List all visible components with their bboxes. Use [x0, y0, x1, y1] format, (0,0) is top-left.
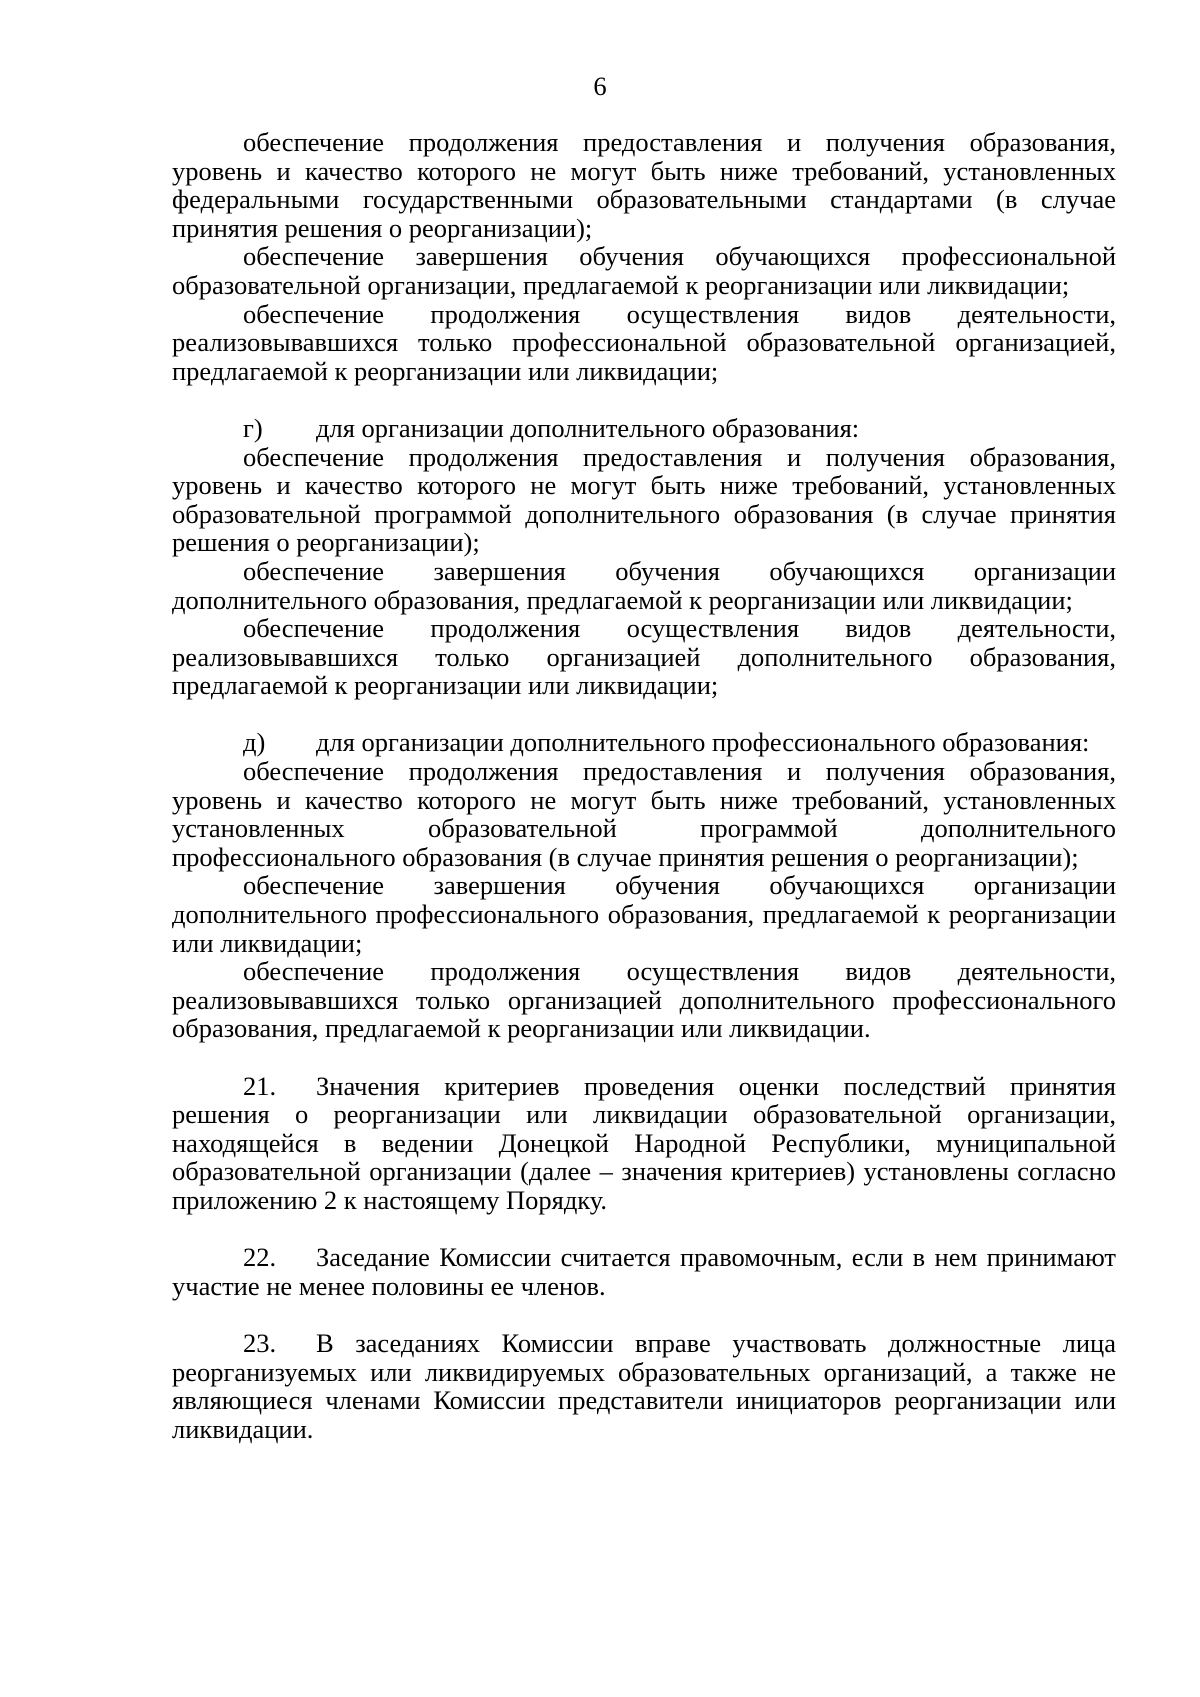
- paragraph-text: для организации дополнительного профессионального образования:: [316, 727, 1090, 758]
- paragraph-text: Значения критериев проведения оценки последствий принятия решения о реорганизации или ликвидации образовательной организации, находящейся в ведении Донецкой Народной Республики, муниципальной образовательной организации (далее – значения критериев) установлены согласно приложению 2 к настоящему Порядку.: [172, 1070, 1116, 1215]
- page-number: 6: [593, 71, 607, 101]
- clause-number: 22.: [243, 1242, 277, 1273]
- paragraph-text: обеспечение продолжения осуществления видов деятельности, реализовывавшихся только организацией дополнительного образования, предлагаемой к реорганизации или ликвидации;: [172, 613, 1116, 701]
- paragraph: [172, 871, 1116, 957]
- paragraph: [172, 300, 1116, 386]
- paragraph-text: обеспечение завершения обучения обучающихся профессиональной образовательной организации, предлагаемой к реорганизации или ликвидации;: [172, 241, 1116, 300]
- paragraph-text: обеспечение продолжения предоставления и получения образования, уровень и качество которого не могут быть ниже требований, установленных установленных образовательной программой дополнительного профессионального образования (в случае принятия решения о реорганизации);: [172, 756, 1116, 872]
- paragraph-text: В заседаниях Комиссии вправе участвовать должностные лица реорганизуемых или ликвидируемых образовательных организаций, а также не являющиеся членами Комиссии представители инициаторов реорганизации или ликвидации.: [172, 1327, 1116, 1444]
- list-marker: д): [243, 727, 266, 758]
- paragraph-text: обеспечение завершения обучения обучающихся организации дополнительного образования, предлагаемой к реорганизации или ликвидации;: [172, 555, 1116, 615]
- clause-number: 23.: [243, 1327, 277, 1358]
- list-marker: г): [243, 412, 263, 443]
- numbered-clause: [172, 1072, 1116, 1215]
- paragraph-text: обеспечение продолжения осуществления видов деятельности, реализовывавшихся только организацией дополнительного профессионального образования, предлагаемой к реорганизации или ликвидации.: [172, 956, 1116, 1044]
- paragraph: [172, 242, 1116, 299]
- list-item-heading: [172, 414, 1116, 443]
- paragraph-text: обеспечение продолжения предоставления и получения образования, уровень и качество которого не могут быть ниже требований, установленных федеральными государственными образовательными стандартами (в случае принятия решения о реорганизации);: [172, 127, 1116, 243]
- paragraph-text: обеспечение продолжения предоставления и получения образования, уровень и качество которого не могут быть ниже требований, установленных образовательной программой дополнительного образования (в случае принятия решения о реорганизации);: [172, 441, 1116, 558]
- paragraph: [172, 128, 1116, 242]
- clause-number: 21.: [243, 1070, 277, 1101]
- paragraph: [172, 614, 1116, 700]
- document-body: [172, 128, 1116, 1443]
- numbered-clause: [172, 1243, 1116, 1300]
- paragraph-text: обеспечение завершения обучения обучающихся организации дополнительного профессионального образования, предлагаемой к реорганизации или ликвидации;: [172, 870, 1116, 958]
- numbered-clause: [172, 1329, 1116, 1443]
- paragraph: [172, 443, 1116, 557]
- paragraph: [172, 557, 1116, 614]
- paragraph: [172, 957, 1116, 1043]
- list-item-heading: [172, 728, 1116, 757]
- paragraph: [172, 757, 1116, 871]
- paragraph-text: Заседание Комиссии считается правомочным, если в нем принимают участие не менее половины ее членов.: [172, 1242, 1116, 1301]
- paragraph-text: для организации дополнительного образования:: [316, 412, 860, 443]
- paragraph-text: обеспечение продолжения осуществления видов деятельности, реализовывавшихся только профессиональной образовательной организацией, предлагаемой к реорганизации или ликвидации;: [172, 298, 1116, 386]
